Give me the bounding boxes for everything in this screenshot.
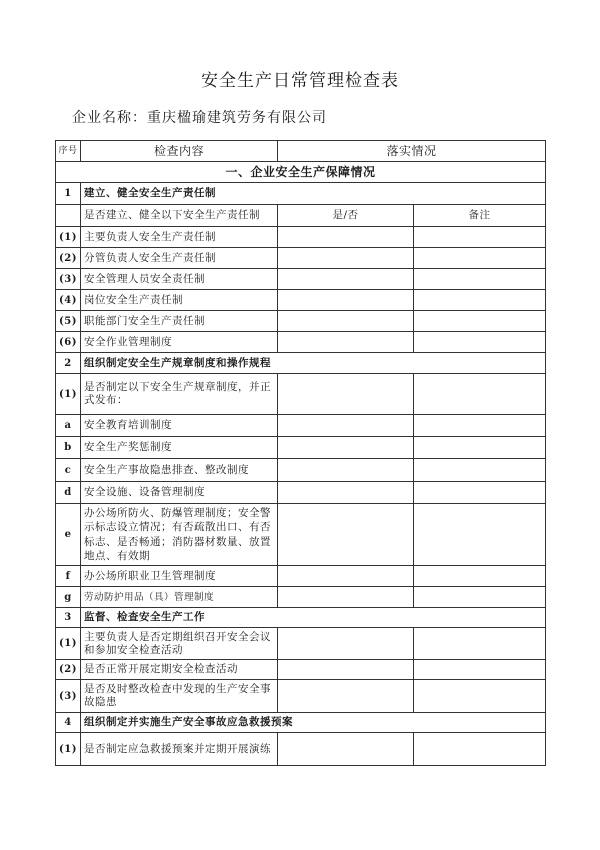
remark-cell[interactable] [414,459,546,482]
table-row [56,248,546,269]
row-title: 组织制定并实施生产安全事故应急救援预案 [81,713,546,733]
table-row [56,311,546,332]
table-row [56,660,546,680]
row-text: 是否正常开展定期安全检查活动 [81,660,278,680]
table-row [56,415,546,437]
row-no: 1 [56,183,81,205]
row-no: (1) [56,227,81,248]
row-no: (5) [56,311,81,332]
header-status: 落实情况 [278,141,546,162]
row-text: 安全设施、设备管理制度 [81,482,278,504]
row-text: 分管负责人安全生产责任制 [81,248,278,269]
remark-cell[interactable] [414,660,546,680]
row-title: 组织制定安全生产规章制度和操作规程 [81,353,546,374]
header-no: 序号 [56,141,81,162]
row-no: (2) [56,248,81,269]
row-text: 安全生产事故隐患排查、整改制度 [81,459,278,482]
table-row [56,437,546,459]
remark-cell[interactable] [414,587,546,608]
status-cell[interactable] [278,733,414,766]
status-cell[interactable] [278,290,414,311]
table-row [56,504,546,566]
row-no: a [56,415,81,437]
remark-cell[interactable] [414,332,546,353]
table-row [56,290,546,311]
row-text: 岗位安全生产责任制 [81,290,278,311]
row-text: 安全作业管理制度 [81,332,278,353]
page-title: 安全生产日常管理检查表 [201,71,399,91]
remark-cell[interactable] [414,437,546,459]
table-row [56,353,546,374]
row-no: e [56,504,81,566]
row-text: 是否制定应急救援预案并定期开展演练 [81,733,278,766]
row-text: 是否及时整改检查中发现的生产安全事故隐患 [81,680,278,713]
remark-cell[interactable] [414,248,546,269]
remark-cell[interactable] [414,733,546,766]
row-no: (3) [56,680,81,713]
row-no: g [56,587,81,608]
row-text: 办公场所防火、防爆管理制度；安全警示标志设立情况；有否疏散出口、有否标志、是否畅通；消防器材数量、放置地点、有效期 [81,504,278,566]
row-no: (1) [56,628,81,660]
status-cell[interactable] [278,587,414,608]
table-row [56,183,546,205]
table-row [56,566,546,587]
row-no: (1) [56,374,81,415]
remark-label: 备注 [414,205,546,227]
table-row [56,269,546,290]
row-no: b [56,437,81,459]
table-row [56,459,546,482]
remark-cell[interactable] [414,680,546,713]
yes-no-label: 是/否 [278,205,414,227]
row-no: 2 [56,353,81,374]
remark-cell[interactable] [414,374,546,415]
row-no: (3) [56,269,81,290]
status-cell[interactable] [278,459,414,482]
status-cell[interactable] [278,269,414,290]
status-cell[interactable] [278,680,414,713]
status-cell[interactable] [278,227,414,248]
table-row [56,608,546,628]
status-cell[interactable] [278,566,414,587]
row-no: (1) [56,733,81,766]
row-text: 是否制定以下安全生产规章制度，并正式发布： [81,374,278,415]
table-row [56,332,546,353]
status-cell[interactable] [278,415,414,437]
row-no: f [56,566,81,587]
table-row [56,482,546,504]
row-no: c [56,459,81,482]
remark-cell[interactable] [414,482,546,504]
remark-cell[interactable] [414,504,546,566]
row-text: 安全教育培训制度 [81,415,278,437]
table-row [56,628,546,660]
row-no: d [56,482,81,504]
row-no [56,205,81,227]
status-cell[interactable] [278,437,414,459]
table-row [56,205,546,227]
row-no: (2) [56,660,81,680]
remark-cell[interactable] [414,227,546,248]
section-row [56,162,546,183]
row-text: 主要负责人安全生产责任制 [81,227,278,248]
status-cell[interactable] [278,332,414,353]
remark-cell[interactable] [414,415,546,437]
status-cell[interactable] [278,628,414,660]
table-row [56,587,546,608]
remark-cell[interactable] [414,628,546,660]
row-text: 劳动防护用品（具）管理制度 [81,587,278,608]
row-text: 安全生产奖惩制度 [81,437,278,459]
remark-cell[interactable] [414,269,546,290]
remark-cell[interactable] [414,311,546,332]
table-row [56,680,546,713]
row-text: 安全管理人员安全责任制 [81,269,278,290]
company-name: 企业名称：重庆楹瑜建筑劳务有限公司 [72,110,327,126]
status-cell[interactable] [278,311,414,332]
remark-cell[interactable] [414,566,546,587]
inspection-table [55,140,546,766]
row-no: 3 [56,608,81,628]
row-title: 建立、健全安全生产责任制 [81,183,546,205]
status-cell[interactable] [278,248,414,269]
table-row [56,713,546,733]
header-content: 检查内容 [81,141,278,162]
row-no: 4 [56,713,81,733]
table-row [56,374,546,415]
table-header-row [56,141,546,162]
row-text: 主要负责人是否定期组织召开安全会议和参加安全检查活动 [81,628,278,660]
row-no: (4) [56,290,81,311]
status-cell[interactable] [278,660,414,680]
row-no: (6) [56,332,81,353]
section-title: 一、企业安全生产保障情况 [56,162,546,183]
row-text: 是否建立、健全以下安全生产责任制 [81,205,278,227]
row-title: 监督、检查安全生产工作 [81,608,546,628]
status-cell[interactable] [278,482,414,504]
table-row [56,733,546,766]
row-text: 职能部门安全生产责任制 [81,311,278,332]
status-cell[interactable] [278,504,414,566]
status-cell[interactable] [278,374,414,415]
remark-cell[interactable] [414,290,546,311]
table-row [56,227,546,248]
row-text: 办公场所职业卫生管理制度 [81,566,278,587]
